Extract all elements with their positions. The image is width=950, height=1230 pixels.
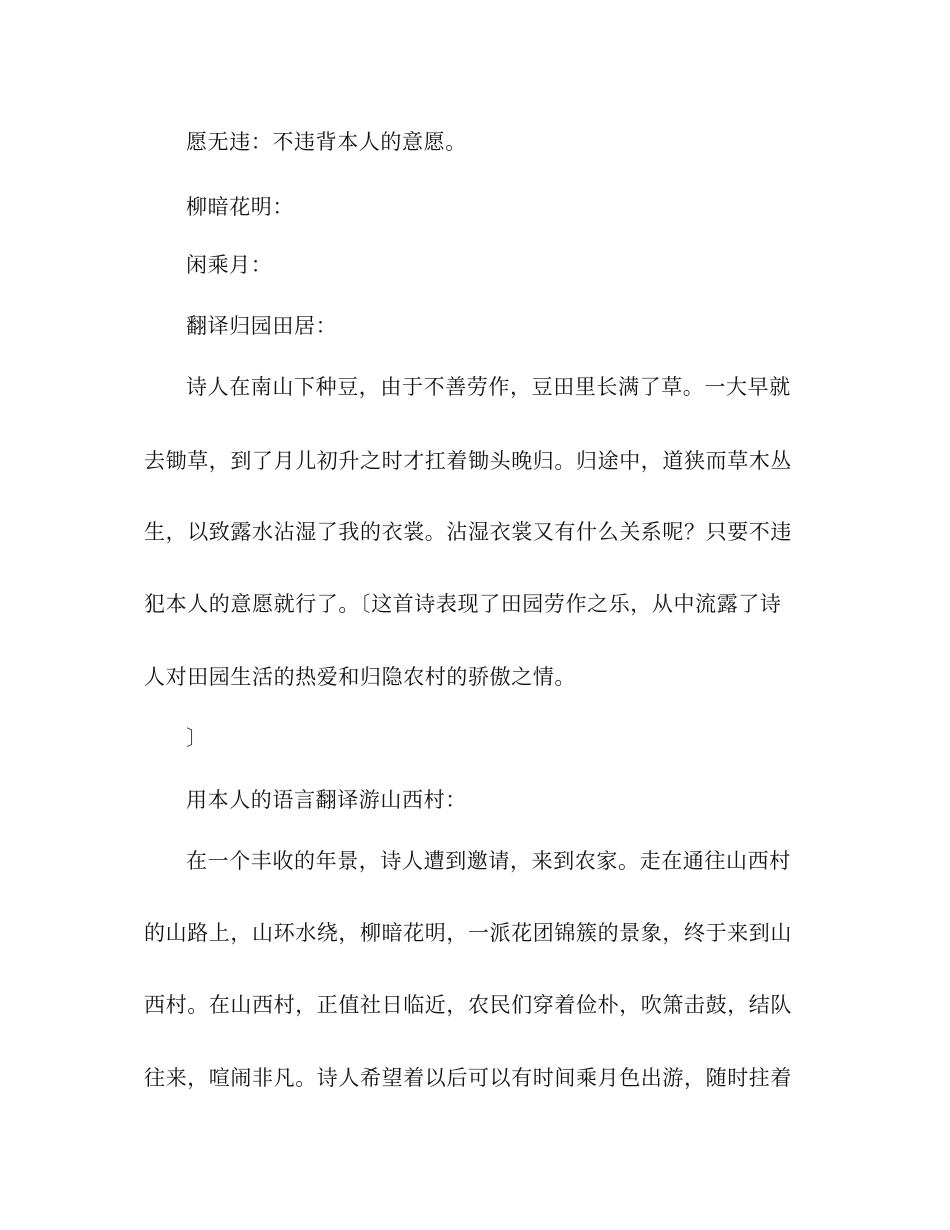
text-line: 翻译归园田居：	[186, 314, 338, 338]
text-line: 柳暗花明：	[186, 195, 294, 219]
text-line: 愿无违：不违背本人的意愿。	[186, 130, 467, 154]
paragraph-line: 诗人在南山下种豆，由于不善劳作，豆田里长满了草。一大早就	[186, 375, 791, 399]
text-line: 用本人的语言翻译游山西村：	[186, 788, 467, 812]
paragraph-line: 犯本人的意愿就行了。〔这首诗表现了田园劳作之乐，从中流露了诗	[144, 592, 782, 616]
paragraph-line: 去锄草，到了月儿初升之时才扛着锄头晚归。归途中，道狭而草木丛	[144, 449, 792, 473]
paragraph-line: 西村。在山西村，正值社日临近，农民们穿着俭朴，吹箫击鼓，结队	[144, 993, 792, 1017]
text-line: 闲乘月：	[186, 253, 273, 277]
paragraph-line: 在一个丰收的年景，诗人遭到邀请，来到农家。走在通往山西村	[186, 849, 791, 873]
paragraph-line: 人对田园生活的热爱和归隐农村的骄傲之情。	[144, 665, 576, 689]
text-line: 〕	[186, 726, 208, 750]
paragraph-line: 的山路上，山环水绕，柳暗花明，一派花团锦簇的景象，终于来到山	[144, 921, 792, 945]
paragraph-line: 生，以致露水沾湿了我的衣裳。沾湿衣裳又有什么关系呢？只要不违	[144, 520, 792, 544]
paragraph-line: 往来，喧闹非凡。诗人希望着以后可以有时间乘月色出游，随时拄着	[144, 1066, 792, 1090]
